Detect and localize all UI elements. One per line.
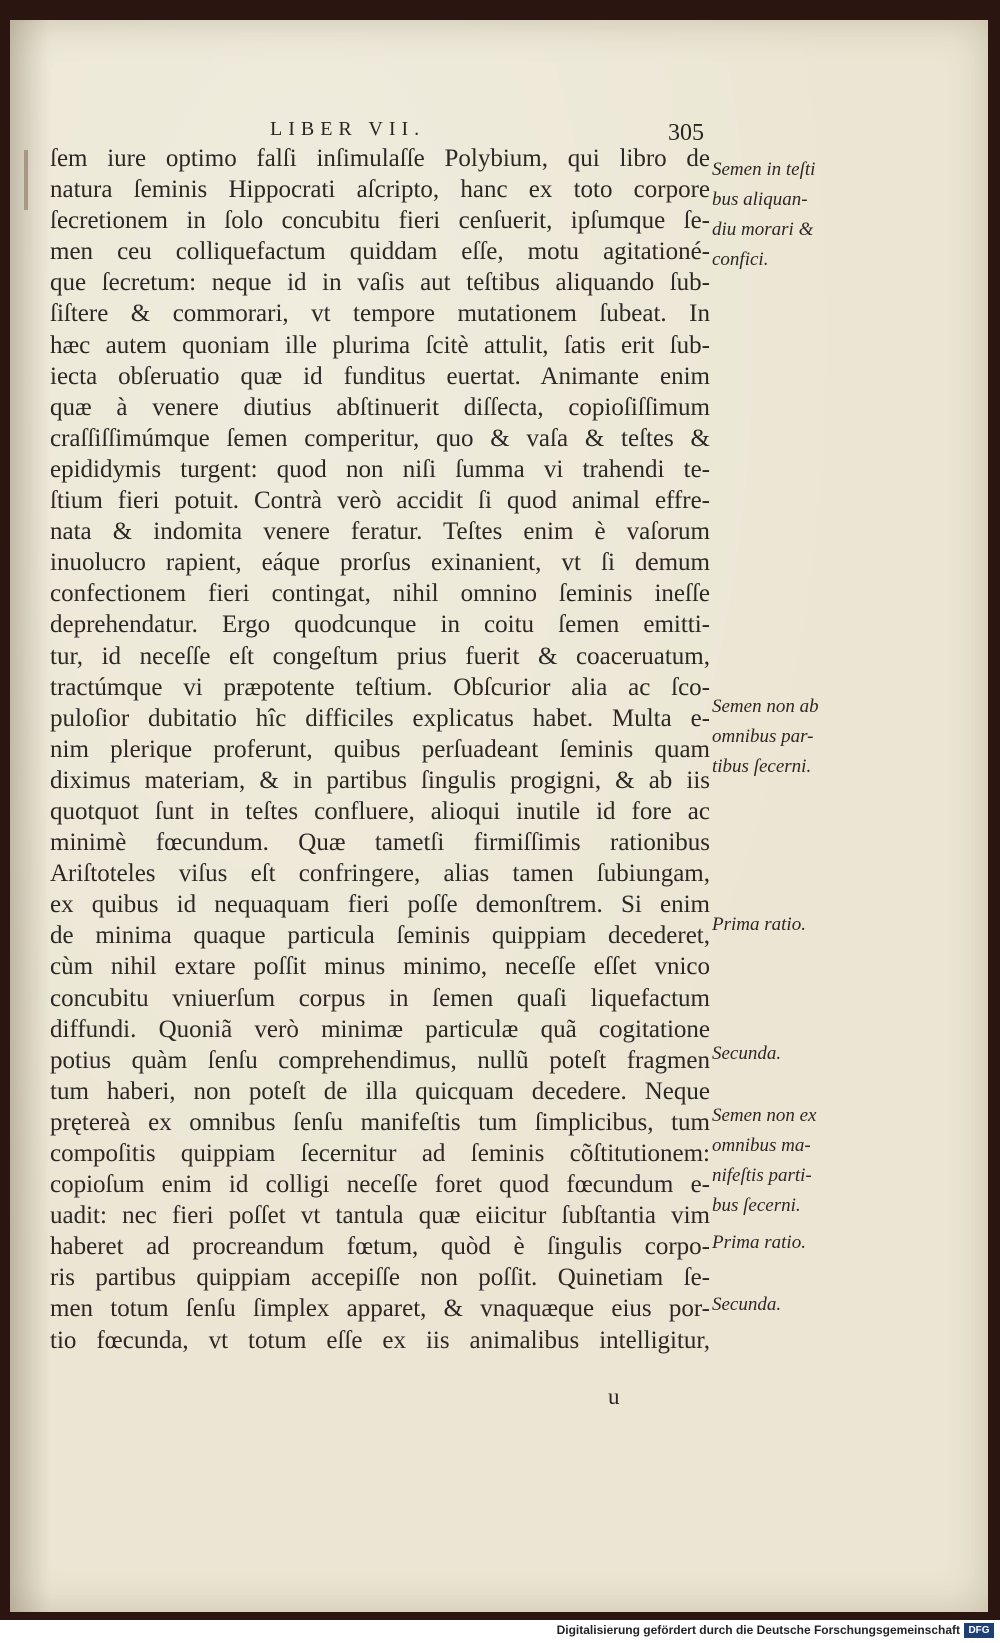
text-line: de minima quaque particula ſeminis quippiam decederet, xyxy=(50,922,710,950)
running-head: LIBER VII. xyxy=(270,118,426,140)
text-line: ſtium fieri potuit. Contrà verò accidit ſi quod animal effre- xyxy=(50,487,710,515)
text-line: diffundi. Quoniã verò minimæ particulæ quã cogitatione xyxy=(50,1015,710,1043)
text-line: diximus materiam, & in partibus ſingulis progigni, & ab iis xyxy=(50,766,710,794)
text-line: ſecretionem in ſolo concubitu fieri cenſuerit, ipſumque ſe- xyxy=(50,207,710,235)
signature-mark: u xyxy=(608,1384,620,1409)
text-line: craſſiſſimúmque ſemen comperitur, quo & vaſa & teſtes & xyxy=(50,424,710,452)
text-line: compoſitis quippiam ſecernitur ad ſeminis cõſtitutionem: xyxy=(50,1140,710,1167)
marginal-note xyxy=(712,1039,781,1069)
page-edge-mark xyxy=(24,150,28,210)
text-line: inuolucro rapient, eáque prorſus exinanient, vt ſi demum xyxy=(50,549,710,577)
text-line: tum haberi, non poteſt de illa quicquam decedere. Neque xyxy=(50,1077,710,1105)
text-line: nata & indomita venere feratur. Teſtes enim è vaſorum xyxy=(50,518,710,546)
marginal-note-line: Prima ratio. xyxy=(712,1232,806,1253)
text-line: quæ à venere diutius abſtinuerit diſſecta, copioſiſſimum xyxy=(50,393,710,421)
marginal-note xyxy=(712,692,819,782)
text-line: epididymis turgent: quod non niſi ſumma vi trahendi te- xyxy=(50,455,710,483)
text-line: ſiſtere & commorari, vt tempore mutationem ſubeat. In xyxy=(50,300,710,328)
text-line: ſem iure optimo falſi inſimulaſſe Polybium, qui libro de xyxy=(50,145,710,172)
dfg-logo: DFG xyxy=(964,1623,994,1638)
text-line: ris partibus quippiam accepiſſe non poſſit. Quinetiam ſe- xyxy=(50,1264,710,1292)
marginal-note-line: Semen non ex xyxy=(712,1105,817,1126)
text-line: men totum ſenſu ſimplex apparet, & vnaquæque eius por- xyxy=(50,1295,710,1323)
text-line: concubitu vniuerſum corpus in ſemen quaſi liquefactum xyxy=(50,984,710,1012)
text-line: puloſior dubitatio hîc difficiles explicatus habet. Multa e- xyxy=(50,704,710,732)
text-line: confectionem fieri contingat, nihil omnino ſeminis ineſſe xyxy=(50,580,710,608)
marginal-note-line: Prima ratio. xyxy=(712,914,806,935)
text-line: haberet ad procreandum fœtum, quòd è ſingulis corpo- xyxy=(50,1233,710,1261)
marginal-note xyxy=(712,1290,781,1320)
footer-bar xyxy=(0,1620,1000,1643)
marginal-note-line: Semen in teſti xyxy=(712,159,816,180)
text-line: que ſecretum: neque id in vaſis aut teſtibus aliquando ſub- xyxy=(50,269,710,297)
marginal-note xyxy=(712,910,806,940)
text-line: minimè fœcundum. Quæ tametſi firmiſſimis rationibus xyxy=(50,829,710,857)
marginal-note-line: nifeſtis parti- xyxy=(712,1165,812,1186)
text-line: tio fœcunda, vt totum eſſe ex iis animalibus intelligitur, xyxy=(50,1326,710,1354)
text-line: uadit: nec fieri poſſet vt tantula quæ eiicitur ſubſtantia vim xyxy=(50,1202,710,1230)
body-text xyxy=(50,143,710,1356)
marginal-note-line: bus aliquan- xyxy=(712,189,808,210)
marginal-note-line: confici. xyxy=(712,249,769,270)
text-line: hæc autem quoniam ille plurima ſcitè attulit, ſatis erit ſub- xyxy=(50,331,710,359)
text-line: natura ſeminis Hippocrati aſcripto, hanc ex toto corpore xyxy=(50,176,710,204)
text-line: Ariſtoteles viſus eſt confringere, alias tamen ſubiungam, xyxy=(50,860,710,888)
text-line: men ceu colliquefactum quiddam eſſe, motu agitationé- xyxy=(50,238,710,266)
marginal-note xyxy=(712,155,815,275)
marginal-note-line: Secunda. xyxy=(712,1043,782,1064)
text-line: copioſum enim id colligi neceſſe foret quod fœcundum e- xyxy=(50,1171,710,1199)
marginal-note xyxy=(712,1101,816,1221)
text-line: potius quàm ſenſu comprehendimus, nullũ poteſt fragmen xyxy=(50,1046,710,1074)
text-line: iecta obſeruatio quæ id funditus euertat. Animante enim xyxy=(50,362,710,390)
marginal-note-line: diu morari & xyxy=(712,219,814,240)
marginal-note-line: omnibus par- xyxy=(712,726,814,747)
marginal-note-line: tibus ſecerni. xyxy=(712,756,812,777)
text-line: deprehendatur. Ergo quodcunque in coitu ſemen emitti- xyxy=(50,611,710,639)
marginal-note-line: Semen non ab xyxy=(712,696,819,717)
text-line: cùm nihil extare poſſit minus minimo, neceſſe eſſet vnico xyxy=(50,953,710,981)
marginal-note-line: Secunda. xyxy=(712,1294,782,1315)
funding-credit: Digitalisierung gefördert durch die Deutsche Forschungsgemeinschaft xyxy=(556,1623,960,1637)
text-line: quotquot ſunt in teſtes confluere, alioqui inutile id fore ac xyxy=(50,797,710,825)
marginal-note-line: omnibus ma- xyxy=(712,1135,811,1156)
page-number: 305 xyxy=(668,120,704,146)
text-line: tur, id neceſſe eſt congeſtum prius fuerit & coaceruatum, xyxy=(50,642,710,670)
text-line: nim plerique proferunt, quibus perſuadeant ſeminis quam xyxy=(50,735,710,763)
text-line: ex quibus id nequaquam fieri poſſe demonſtrem. Si enim xyxy=(50,891,710,919)
text-line: prętereà ex omnibus ſenſu manifeſtis tum ſimplicibus, tum xyxy=(50,1108,710,1136)
marginal-note-line: bus ſecerni. xyxy=(712,1195,801,1216)
text-line: tractúmque vi præpotente teſtium. Obſcurior alia ac ſco- xyxy=(50,673,710,701)
marginal-note xyxy=(712,1228,806,1258)
